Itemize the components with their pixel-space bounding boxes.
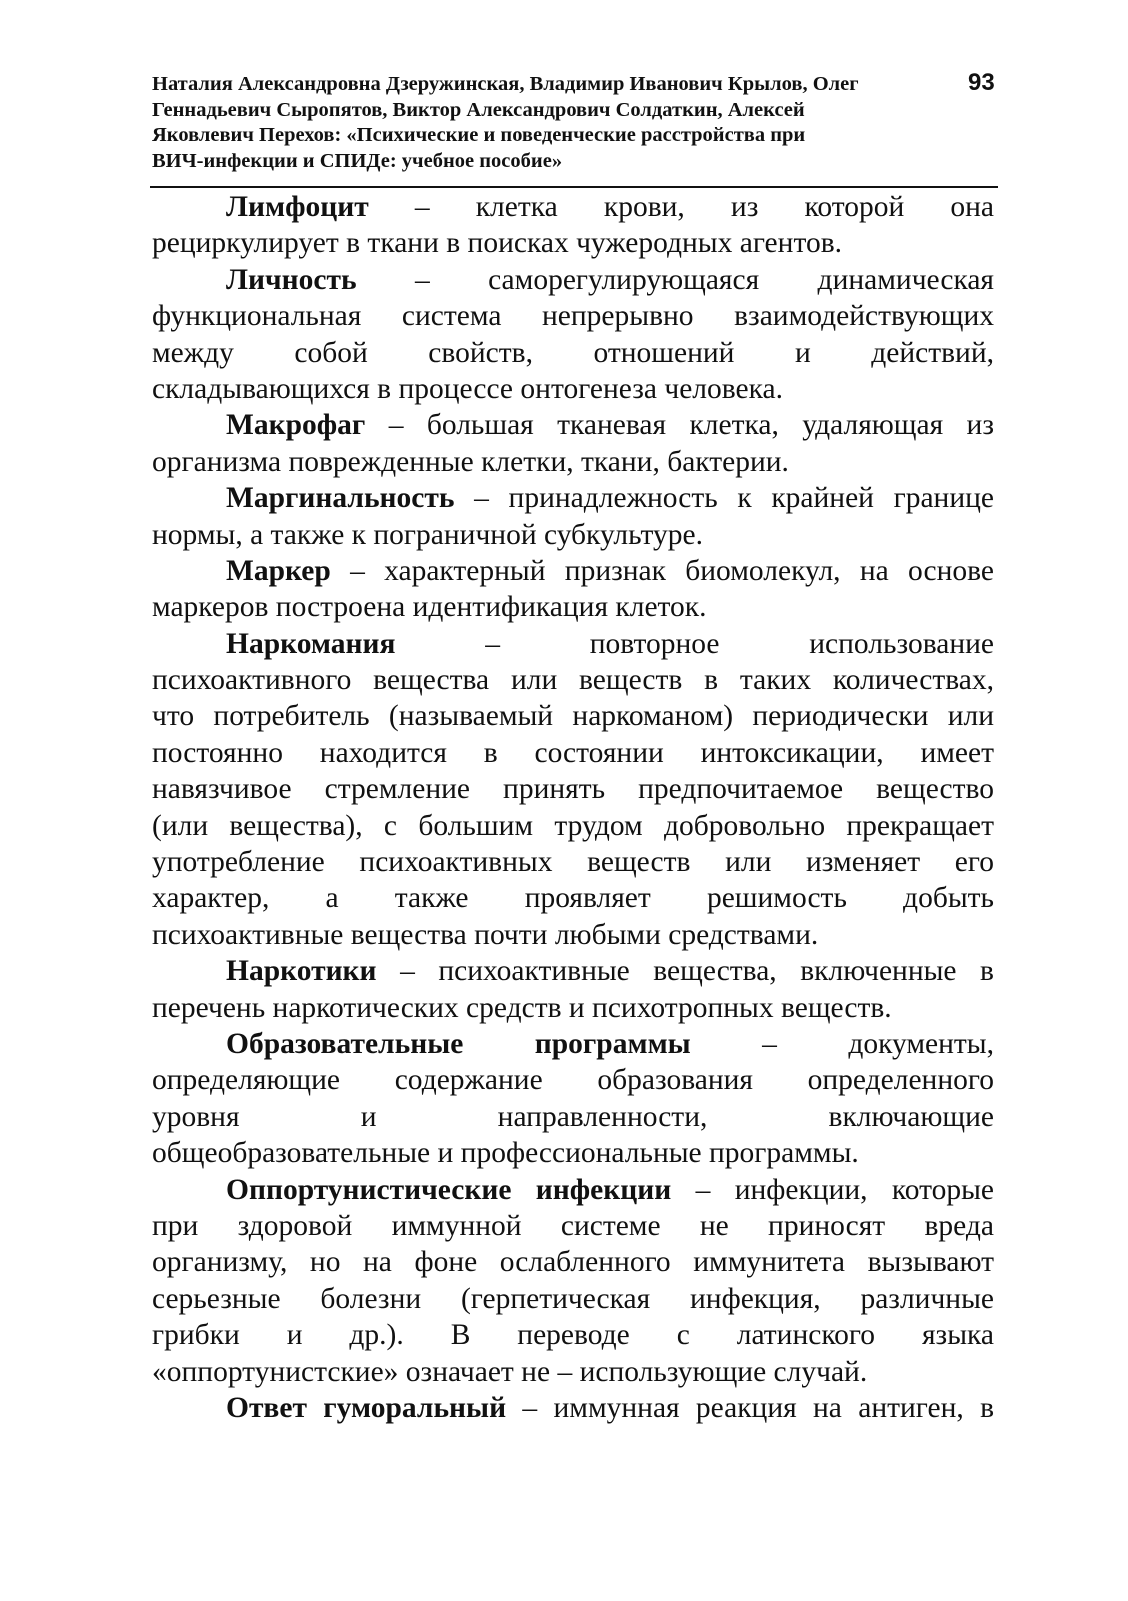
entry-line: организму, но на фоне ослабленного иммунитета вызывают xyxy=(152,1246,994,1279)
header-line: Наталия Александровна Дзеружинская, Владимир Иванович Крылов, Олег xyxy=(152,73,859,95)
glossary-entry xyxy=(152,1390,994,1426)
glossary-term: Ответ гуморальный xyxy=(226,1391,507,1424)
entry-line xyxy=(152,407,994,443)
entry-line: функциональная система непрерывно взаимодействующих xyxy=(152,300,994,333)
glossary-entry xyxy=(152,626,994,954)
entry-line xyxy=(152,953,994,989)
definition-text: – инфекции, которые xyxy=(671,1173,994,1206)
glossary-entry xyxy=(152,1026,994,1172)
definition-text: – иммунная реакция на антиген, в xyxy=(506,1391,995,1424)
entry-line: нормы, а также к пограничной субкультуре. xyxy=(152,518,703,551)
definition-text: – характерный признак биомолекул, на основе xyxy=(330,554,994,587)
entry-line: «оппортунистские» означает не – использующие случай. xyxy=(152,1355,868,1388)
entry-line: складывающихся в процессе онтогенеза человека. xyxy=(152,372,783,405)
header-line: Геннадьевич Сыропятов, Виктор Александрович Солдаткин, Алексей xyxy=(152,98,805,121)
definition-text: – клетка крови, из которой она xyxy=(368,191,994,223)
entry-line: грибки и др.). В переводе с латинского языка xyxy=(152,1319,994,1352)
entry-line xyxy=(152,189,994,225)
entry-line: употребление психоактивных веществ или изменяет его xyxy=(152,846,994,879)
entry-line xyxy=(152,553,994,589)
page-number: 93 xyxy=(968,69,995,96)
definition-text: – большая тканевая клетка, удаляющая из xyxy=(365,409,994,442)
entry-line: уровня и направленности, включающие xyxy=(152,1100,994,1133)
entry-line: психоактивные вещества почти любыми средствами. xyxy=(152,918,819,951)
glossary-entry xyxy=(152,953,994,1026)
glossary-body xyxy=(152,189,994,1426)
definition-text: – принадлежность к крайней границе xyxy=(454,482,994,515)
glossary-term: Маркер xyxy=(226,554,331,587)
glossary-entry xyxy=(152,480,994,553)
entry-line: при здоровой иммунной системе не приносят вреда xyxy=(152,1209,994,1242)
entry-line: перечень наркотических средств и психотропных веществ. xyxy=(152,991,892,1024)
entry-line: постоянно находится в состоянии интоксикации, имеет xyxy=(152,736,994,769)
entry-line: определяющие содержание образования определенного xyxy=(152,1064,994,1097)
glossary-term: Маргинальность xyxy=(226,482,455,515)
running-header xyxy=(152,72,996,174)
definition-text: – повторное использование xyxy=(395,627,994,660)
glossary-term: Личность xyxy=(226,263,357,296)
glossary-term: Оппортунистические инфекции xyxy=(226,1173,672,1206)
glossary-entry xyxy=(152,189,994,262)
glossary-term: Лимфоцит xyxy=(226,191,369,223)
entry-line: организма поврежденные клетки, ткани, бактерии. xyxy=(152,445,789,478)
glossary-entry xyxy=(152,553,994,626)
entry-line xyxy=(152,1390,994,1426)
glossary-term: Образовательные программы xyxy=(226,1027,691,1060)
entry-line: психоактивного вещества или веществ в таких количествах, xyxy=(152,664,994,697)
entry-line: общеобразовательные и профессиональные программы. xyxy=(152,1137,859,1170)
glossary-term: Наркомания xyxy=(226,627,396,660)
header-line: ВИЧ-инфекции и СПИДе: учебное пособие» xyxy=(152,149,563,172)
entry-line xyxy=(152,480,994,516)
entry-line: маркеров построена идентификация клеток. xyxy=(152,591,707,624)
entry-line: навязчивое стремление принять предпочитаемое вещество xyxy=(152,773,994,806)
header-line: Яковлевич Перехов: «Психические и поведенческие расстройства при xyxy=(152,124,806,146)
entry-line: что потребитель (называемый наркоманом) периодически или xyxy=(152,700,994,733)
entry-line xyxy=(152,1172,994,1208)
entry-line xyxy=(152,1026,994,1062)
entry-line: между собой свойств, отношений и действий, xyxy=(152,336,994,369)
entry-line: характер, а также проявляет решимость добыть xyxy=(152,882,994,915)
glossary-entry xyxy=(152,407,994,480)
entry-line: рециркулирует в ткани в поисках чужеродных агентов. xyxy=(152,227,842,260)
glossary-entry xyxy=(152,1172,994,1390)
definition-text: – документы, xyxy=(690,1027,994,1060)
entry-line xyxy=(152,626,994,662)
definition-text: – психоактивные вещества, включенные в xyxy=(376,955,994,988)
glossary-term: Макрофаг xyxy=(226,409,366,442)
header-divider xyxy=(150,186,998,188)
entry-line xyxy=(152,262,994,298)
glossary-entry xyxy=(152,262,994,408)
entry-line: (или вещества), с большим трудом добровольно прекращает xyxy=(152,809,994,842)
glossary-term: Наркотики xyxy=(226,955,377,988)
entry-line: серьезные болезни (герпетическая инфекция, различные xyxy=(152,1282,994,1315)
definition-text: – саморегулирующаяся динамическая xyxy=(356,263,994,296)
